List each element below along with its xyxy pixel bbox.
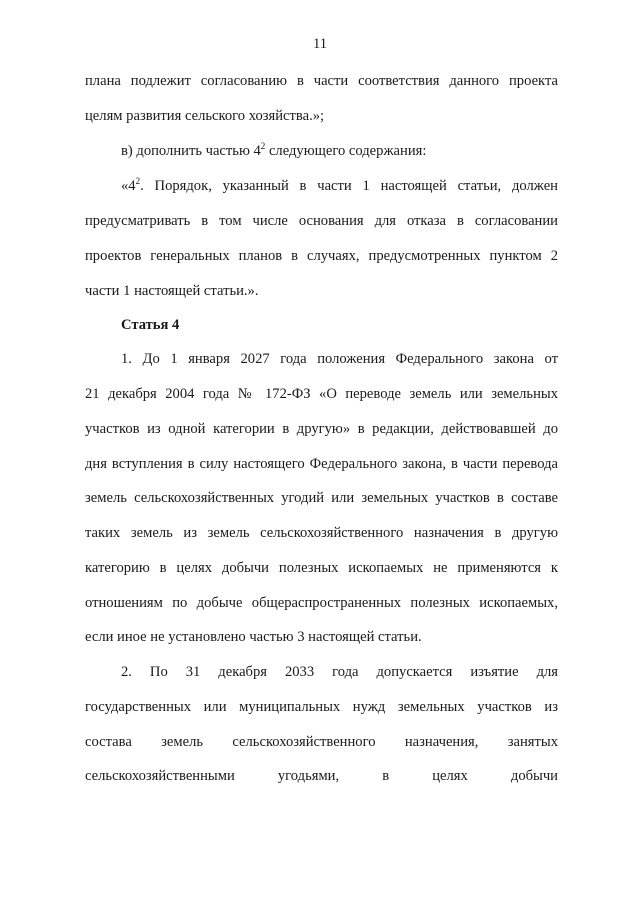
text-line-quote	[121, 177, 558, 195]
text-line: земель сельскохозяйственных угодий или земельных участков в составе	[85, 490, 558, 506]
superscript: 2	[260, 141, 266, 151]
text-fragment: «4	[121, 178, 136, 194]
text-line: части 1 настоящей статьи.».	[85, 283, 259, 299]
text-line: таких земель из земель сельскохозяйственного назначения в другую	[85, 525, 558, 541]
text-line: если иное не установлено частью 3 настоящей статьи.	[85, 629, 422, 645]
text-fragment: . Порядок, указанный в части 1 настоящей статьи, должен	[140, 178, 558, 194]
text-fragment: в) дополнить частью 4	[121, 143, 261, 159]
text-line: категорию в целях добычи полезных ископаемых не применяются к	[85, 560, 558, 576]
text-line: участков из одной категории в другую» в редакции, действовавшей до	[85, 421, 558, 437]
page-number: 11	[312, 36, 328, 52]
text-line: целям развития сельского хозяйства.»;	[85, 108, 325, 124]
text-line: 2. По 31 декабря 2033 года допускается изъятие для	[121, 664, 558, 680]
text-line: 1. До 1 января 2027 года положения Федерального закона от	[121, 351, 558, 367]
article-heading: Статья 4	[121, 317, 180, 333]
text-line: государственных или муниципальных нужд земельных участков из	[85, 699, 558, 715]
superscript: 2	[135, 176, 141, 186]
text-line: 21 декабря 2004 года № 172-ФЗ «О переводе земель или земельных	[85, 386, 558, 402]
text-line: дня вступления в силу настоящего Федерального закона, в части перевода	[85, 456, 558, 472]
text-line-amendment	[121, 142, 558, 160]
text-line: отношениям по добыче общераспространенных полезных ископаемых,	[85, 595, 558, 611]
text-line: плана подлежит согласованию в части соответствия данного проекта	[85, 73, 558, 89]
text-line: состава земель сельскохозяйственного назначения, занятых	[85, 734, 558, 750]
text-line: сельскохозяйственными угодьями, в целях добычи	[85, 768, 558, 784]
text-line: предусматривать в том числе основания для отказа в согласовании	[85, 213, 558, 229]
text-fragment: следующего содержания:	[265, 143, 427, 159]
text-line: проектов генеральных планов в случаях, предусмотренных пунктом 2	[85, 248, 558, 264]
